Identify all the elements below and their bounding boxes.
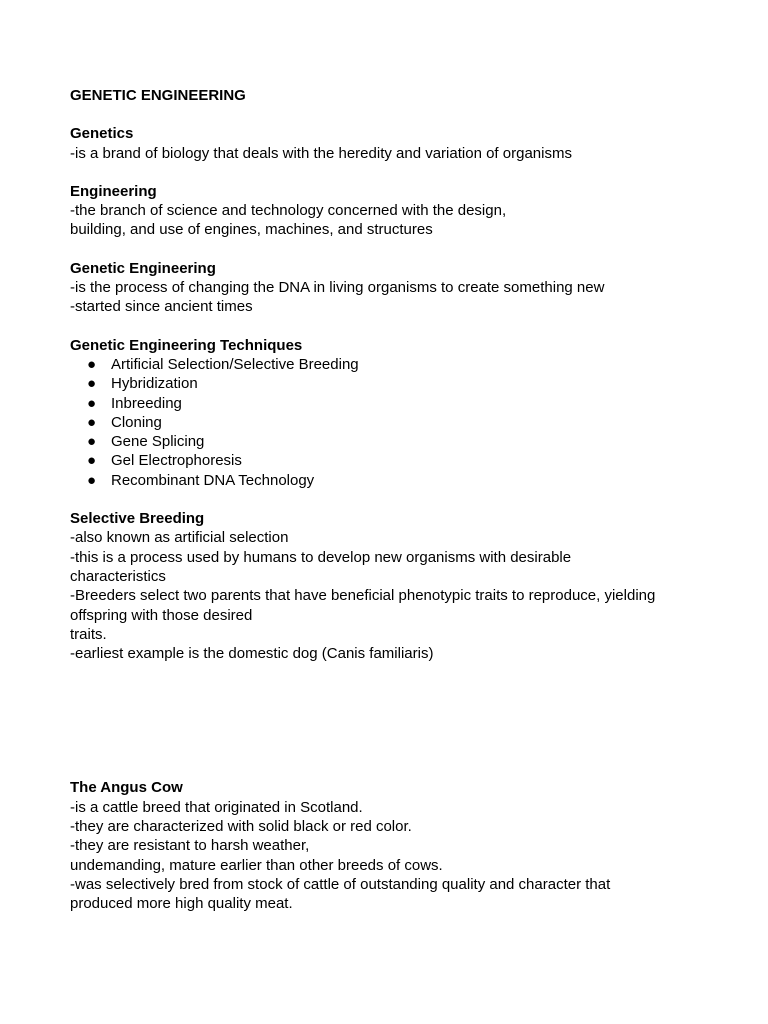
blank-space <box>70 682 690 778</box>
document-title: GENETIC ENGINEERING <box>70 87 246 104</box>
section-line: -is the process of changing the DNA in living organisms to create something new <box>70 279 605 297</box>
section-genetics <box>70 124 690 163</box>
section-line: -was selectively bred from stock of cattle of outstanding quality and character that <box>70 875 611 893</box>
bullet-icon: ● <box>87 375 97 393</box>
list-item-label: Hybridization <box>111 375 198 393</box>
list-item <box>70 374 690 393</box>
section-line: -also known as artificial selection <box>70 529 289 547</box>
section-heading: Engineering <box>70 182 157 200</box>
list-item <box>70 413 690 432</box>
section-line: -they are resistant to harsh weather, <box>70 837 310 855</box>
section-heading: Genetic Engineering Techniques <box>70 336 303 354</box>
section-line: offspring with those desired <box>70 606 253 624</box>
section-line: -they are characterized with solid black or red color. <box>70 818 412 836</box>
list-item-label: Recombinant DNA Technology <box>111 471 315 489</box>
section-genetic-engineering <box>70 259 690 317</box>
section-engineering <box>70 182 690 240</box>
bullet-icon: ● <box>87 413 97 431</box>
list-item-label: Gel Electrophoresis <box>111 452 242 470</box>
section-techniques <box>70 336 690 490</box>
list-item-label: Artificial Selection/Selective Breeding <box>111 355 359 373</box>
list-item <box>70 432 690 451</box>
section-line: produced more high quality meat. <box>70 895 293 913</box>
section-angus-cow <box>70 778 690 913</box>
list-item <box>70 355 690 374</box>
section-heading: The Angus Cow <box>70 779 183 797</box>
section-line: -is a cattle breed that originated in Scotland. <box>70 798 363 816</box>
list-item <box>70 394 690 413</box>
list-item-label: Inbreeding <box>111 394 182 412</box>
section-line: -Breeders select two parents that have beneficial phenotypic traits to reproduce, yielding <box>70 587 656 605</box>
section-line: traits. <box>70 625 107 643</box>
bullet-icon: ● <box>87 355 97 373</box>
section-selective-breeding <box>70 509 690 663</box>
bullet-icon: ● <box>87 394 97 412</box>
section-line: -this is a process used by humans to develop new organisms with desirable <box>70 548 572 566</box>
section-heading: Selective Breeding <box>70 510 205 528</box>
bullet-icon: ● <box>87 433 97 451</box>
list-item-label: Gene Splicing <box>111 433 205 451</box>
section-line: -earliest example is the domestic dog (Canis familiaris) <box>70 645 434 663</box>
section-line: -started since ancient times <box>70 298 253 316</box>
section-heading: Genetics <box>70 125 134 143</box>
bullet-icon: ● <box>87 452 97 470</box>
list-item <box>70 471 690 490</box>
section-line: -is a brand of biology that deals with the heredity and variation of organisms <box>70 144 572 162</box>
bullet-icon: ● <box>87 471 97 489</box>
document-page <box>70 86 690 933</box>
list-item-label: Cloning <box>111 413 162 431</box>
section-line: -the branch of science and technology concerned with the design, <box>70 202 507 220</box>
section-line: building, and use of engines, machines, and structures <box>70 221 433 239</box>
section-line: characteristics <box>70 567 166 585</box>
list-item <box>70 451 690 470</box>
section-heading: Genetic Engineering <box>70 259 216 277</box>
techniques-list <box>70 355 690 490</box>
section-line: undemanding, mature earlier than other breeds of cows. <box>70 856 443 874</box>
